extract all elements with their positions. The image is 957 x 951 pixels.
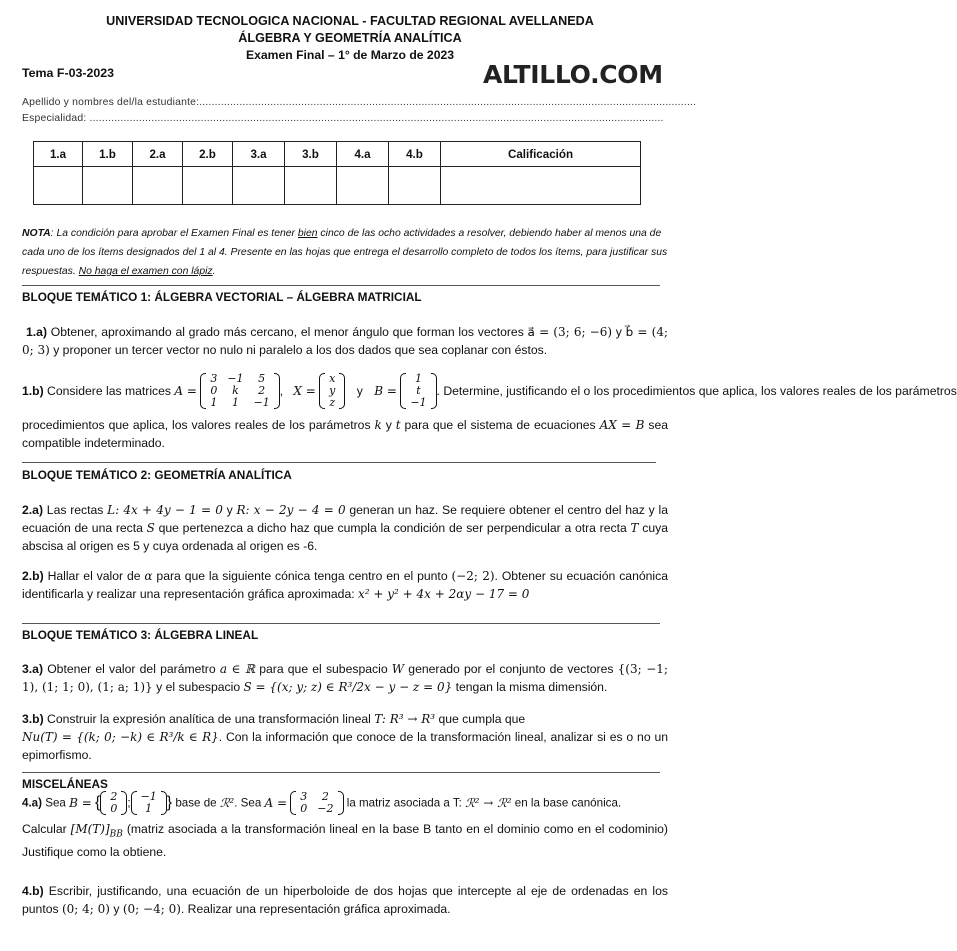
q-text: . Realizar una representación gráfica aproximada.	[180, 902, 451, 916]
basis-B-label: B =	[69, 796, 92, 810]
basis-vector-cell: −1	[140, 790, 157, 803]
grade-header-3b: 3.b	[285, 142, 337, 167]
conic-equation: x² + y² + 4x + 2αy − 17 = 0	[358, 587, 530, 601]
grade-header-1b: 1.b	[83, 142, 133, 167]
question-label: 4.b)	[22, 884, 44, 898]
grade-cell[interactable]	[337, 167, 389, 205]
q-text: en la base canónica.	[511, 796, 622, 810]
matrix-cell: −2	[317, 802, 334, 815]
exam-note	[22, 224, 668, 281]
course-title: ÁLGEBRA Y GEOMETRÍA ANALÍTICA	[238, 31, 462, 45]
question-1b-line1: 1.b) Considere las matrices A = 3 −1 5 0 k 2 1 1 −1 , X = x y z y B = 1 t −1 . Determine, justificando el o los procedimientos que aplica, los valores reales de los parámetros	[22, 372, 957, 409]
question-2b	[22, 567, 668, 603]
q-text: Hallar el valor de	[43, 569, 145, 583]
exam-title: Examen Final – 1° de Marzo de 2023	[245, 48, 455, 62]
matrix-A-label: A =	[264, 796, 288, 810]
question-label: 2.b)	[22, 569, 44, 583]
matrix-X-cell: y	[329, 384, 336, 397]
matrix-A-cell: 3	[210, 372, 218, 385]
q-text: y	[381, 418, 396, 432]
param-a: a ∈ ℝ	[219, 662, 256, 676]
q-text: . Determine, justificando el o los procedimientos que aplica, los valores reales de los parámetros	[436, 384, 957, 398]
matrix-B-cell: t	[416, 384, 421, 397]
q-text: Las rectas	[43, 503, 108, 517]
kernel-Nu: Nu(T) = {(k; 0; −k) ∈ R³/k ∈ R}	[22, 730, 219, 744]
matrix-B-label: B =	[374, 384, 397, 398]
matrix-A-cell: −1	[227, 372, 244, 385]
grade-header-2b: 2.b	[183, 142, 233, 167]
param-t: t	[395, 418, 401, 432]
grade-header-1a: 1.a	[34, 142, 83, 167]
grade-header-3a: 3.a	[233, 142, 285, 167]
q-text: cuya abscisa al origen es 5 y cuya ordenada al origen es -6.	[22, 521, 668, 553]
matrix-A-cell: 2	[258, 384, 266, 397]
q-text: Escribir, justificando, una ecuación de un hiperboloide de dos hojas que intercepte al eje de ordenadas en los puntos	[22, 884, 668, 916]
q-text: (matriz asociada a la transformación lineal en la base B tanto en el dominio como en el codominio) Justifique como la obtiene.	[22, 822, 668, 860]
matrix-B-cell: −1	[410, 396, 427, 409]
matrix-X-cell: x	[329, 372, 336, 385]
matrix-A-cell: 0	[210, 384, 218, 397]
grade-table	[33, 141, 641, 205]
matrix-X-label: X =	[293, 384, 316, 398]
map-R2-R2: ℛ² → ℛ²	[465, 796, 512, 810]
grade-header-2a: 2.a	[133, 142, 183, 167]
question-3b	[22, 710, 668, 764]
q-text: la matriz asociada a T:	[343, 796, 466, 810]
q-text: Obtener el valor del parámetro	[43, 662, 220, 676]
specialty-field[interactable]: Especialidad: ..........................................................................................................................................................................................	[22, 113, 664, 124]
grade-header-calificacion: Calificación	[441, 142, 641, 167]
grade-cell[interactable]	[233, 167, 285, 205]
matrix-A	[200, 373, 279, 409]
question-3a	[22, 660, 668, 696]
vector-a: a⃗ = (3; 6; −6)	[527, 325, 613, 339]
question-label: 2.a)	[22, 503, 44, 517]
section-3-title: BLOQUE TEMÁTICO 3: ÁLGEBRA LINEAL	[22, 628, 259, 642]
matrix-A-cell: −1	[253, 396, 270, 409]
q-text: que pertenezca a dicho haz que cumpla la condición de ser perpendicular a otra recta	[154, 521, 631, 535]
grade-cell[interactable]	[441, 167, 641, 205]
note-emphasis: bien	[297, 228, 318, 239]
divider	[22, 462, 656, 463]
grade-cell[interactable]	[285, 167, 337, 205]
line-S: S	[146, 521, 155, 535]
question-label: 4.a)	[22, 796, 42, 810]
grade-cell[interactable]	[183, 167, 233, 205]
section-1-title: BLOQUE TEMÁTICO 1: ÁLGEBRA VECTORIAL – ÁLGEBRA MATRICIAL	[22, 290, 422, 304]
q-text: generado por el conjunto de vectores	[404, 662, 618, 676]
grade-table-score-row	[34, 167, 641, 205]
matrix-X	[319, 373, 345, 409]
q-text: y	[109, 902, 123, 916]
q-text: Calcular	[22, 822, 71, 836]
matrix-A-label: A =	[174, 384, 197, 398]
q-text: . Sea	[234, 796, 265, 810]
q-text: y	[612, 325, 626, 339]
q-text: sea compatible indeterminado.	[22, 418, 668, 450]
question-4a-line1: 4.a) Sea B = { 2 0 ; −1 1 } base de ℛ². Sea A = 3 2 0 −2 la matriz asociada a T: ℛ² → ℛ² en la base canónica.	[22, 790, 622, 815]
line-R: R: x − 2y − 4 = 0	[236, 503, 346, 517]
divider	[22, 285, 660, 286]
q-text: base de	[172, 796, 220, 810]
grade-cell[interactable]	[34, 167, 83, 205]
section-4-title: MISCELÁNEAS	[22, 777, 108, 791]
matrix-A-4a	[290, 791, 343, 815]
subspace-S: S = {(x; y; z) ∈ R³/2x − y − z = 0}	[243, 680, 453, 694]
point-1: (0; 4; 0)	[61, 902, 110, 916]
question-1a	[22, 323, 668, 359]
divider	[22, 772, 660, 773]
altillo-logo: ALTILLO.COM	[483, 60, 663, 89]
grade-header-4a: 4.a	[337, 142, 389, 167]
question-label: 1.b)	[22, 384, 44, 398]
q-text: y	[356, 384, 363, 398]
q-text: Obtener, aproximando al grado más cercano, el menor ángulo que forman los vectores	[47, 325, 528, 339]
system-eq: AX = B	[599, 418, 645, 432]
note-pencil-warning: No haga el examen con lápiz	[78, 266, 213, 277]
basis-vector-cell: 1	[145, 802, 153, 815]
matrix-cell: 3	[300, 790, 308, 803]
matrix-MT: [M(T)]	[70, 822, 110, 836]
matrix-A-cell: k	[232, 384, 239, 397]
point-2: (0; −4; 0)	[122, 902, 181, 916]
divider	[22, 623, 660, 624]
q-text: . Con la información que conoce de la transformación lineal, analizar si es o no un epimorfismo.	[22, 730, 669, 762]
q-text: y	[222, 503, 237, 517]
grade-header-4b: 4.b	[389, 142, 441, 167]
subspace-W: W	[391, 662, 405, 676]
center-point: (−2; 2)	[451, 569, 495, 583]
line-L: L: 4x + 4y − 1 = 0	[107, 503, 223, 517]
question-label: 3.b)	[22, 712, 44, 726]
q-text: Considere las matrices	[43, 384, 175, 398]
q-text: . Obtener su ecuación canónica identificarla y realizar una representación gráfica aproximada:	[22, 569, 668, 601]
q-text: para que el subespacio	[255, 662, 392, 676]
q-text: tengan la misma dimensión.	[452, 680, 608, 694]
tema-label: Tema F-03-2023	[22, 66, 115, 80]
grade-cell[interactable]	[133, 167, 183, 205]
grade-table-header-row	[34, 142, 641, 167]
matrix-A-cell: 5	[258, 372, 266, 385]
matrix-B-cell: 1	[414, 372, 422, 385]
note-label: NOTA	[22, 228, 51, 239]
matrix-cell: 0	[300, 802, 308, 815]
matrix-B	[400, 373, 436, 409]
q-text: procedimientos que aplica, los valores reales de los parámetros	[22, 418, 375, 432]
university-title: UNIVERSIDAD TECNOLOGICA NACIONAL - FACULTAD REGIONAL AVELLANEDA	[106, 14, 594, 28]
question-4a-line2	[22, 820, 668, 861]
q-text: Construir la expresión analítica de una transformación lineal	[43, 712, 375, 726]
basis-vector-2	[131, 791, 167, 815]
matrix-X-cell: z	[329, 396, 336, 409]
q-text: Sea	[41, 796, 70, 810]
q-text: y proponer un tercer vector no nulo ni paralelo a los dos dados que sea coplanar con éstos.	[49, 343, 548, 357]
student-name-field[interactable]: Apellido y nombres del/la estudiante:.................................................................................................................................................................	[22, 97, 697, 108]
matrix-MT-subscript: BB	[109, 829, 123, 840]
line-T: T	[630, 521, 639, 535]
q-text: que cumpla que	[435, 712, 526, 726]
basis-vector-1	[100, 791, 127, 815]
basis-vector-cell: 0	[110, 802, 118, 815]
section-2-title: BLOQUE TEMÁTICO 2: GEOMETRÍA ANALÍTICA	[22, 468, 292, 482]
question-1b-line2	[22, 416, 668, 452]
matrix-A-cell: 1	[210, 396, 218, 409]
transformation-T: T: R³ → R³	[374, 712, 436, 726]
question-label: 3.a)	[22, 662, 44, 676]
grade-cell[interactable]	[83, 167, 133, 205]
note-text: : La condición para aprobar el Examen Final es tener	[50, 228, 298, 239]
question-4b	[22, 882, 668, 918]
vector-set: {(3; −1; 1), (1; 1; 0), (1; a; 1)}	[22, 662, 668, 694]
vector-b: b⃗ = (4; 0; 3)	[22, 325, 668, 357]
space-R2: ℛ²	[219, 796, 235, 810]
matrix-A-cell: 1	[231, 396, 239, 409]
q-text: generan un haz. Se requiere obtener el centro del haz y la ecuación de una recta	[22, 503, 668, 535]
matrix-cell: 2	[321, 790, 329, 803]
note-text: .	[212, 266, 216, 277]
question-2a	[22, 501, 668, 555]
param-k: k	[374, 418, 382, 432]
q-text: y el subespacio	[152, 680, 244, 694]
q-text: para que el sistema de ecuaciones	[400, 418, 600, 432]
question-label: 1.a)	[26, 325, 48, 339]
basis-vector-cell: 2	[110, 790, 118, 803]
note-text: cinco de las ocho actividades a resolver, debiendo haber al menos una de cada uno de los ítems designados del 1 al 4. Presente en las hojas que entrega el desarrollo completo de todos los ítems, para justificar sus respuestas.	[22, 228, 668, 277]
q-text: para que la siguiente cónica tenga centro en el punto	[152, 569, 452, 583]
grade-cell[interactable]	[389, 167, 441, 205]
param-alpha: α	[144, 569, 153, 583]
